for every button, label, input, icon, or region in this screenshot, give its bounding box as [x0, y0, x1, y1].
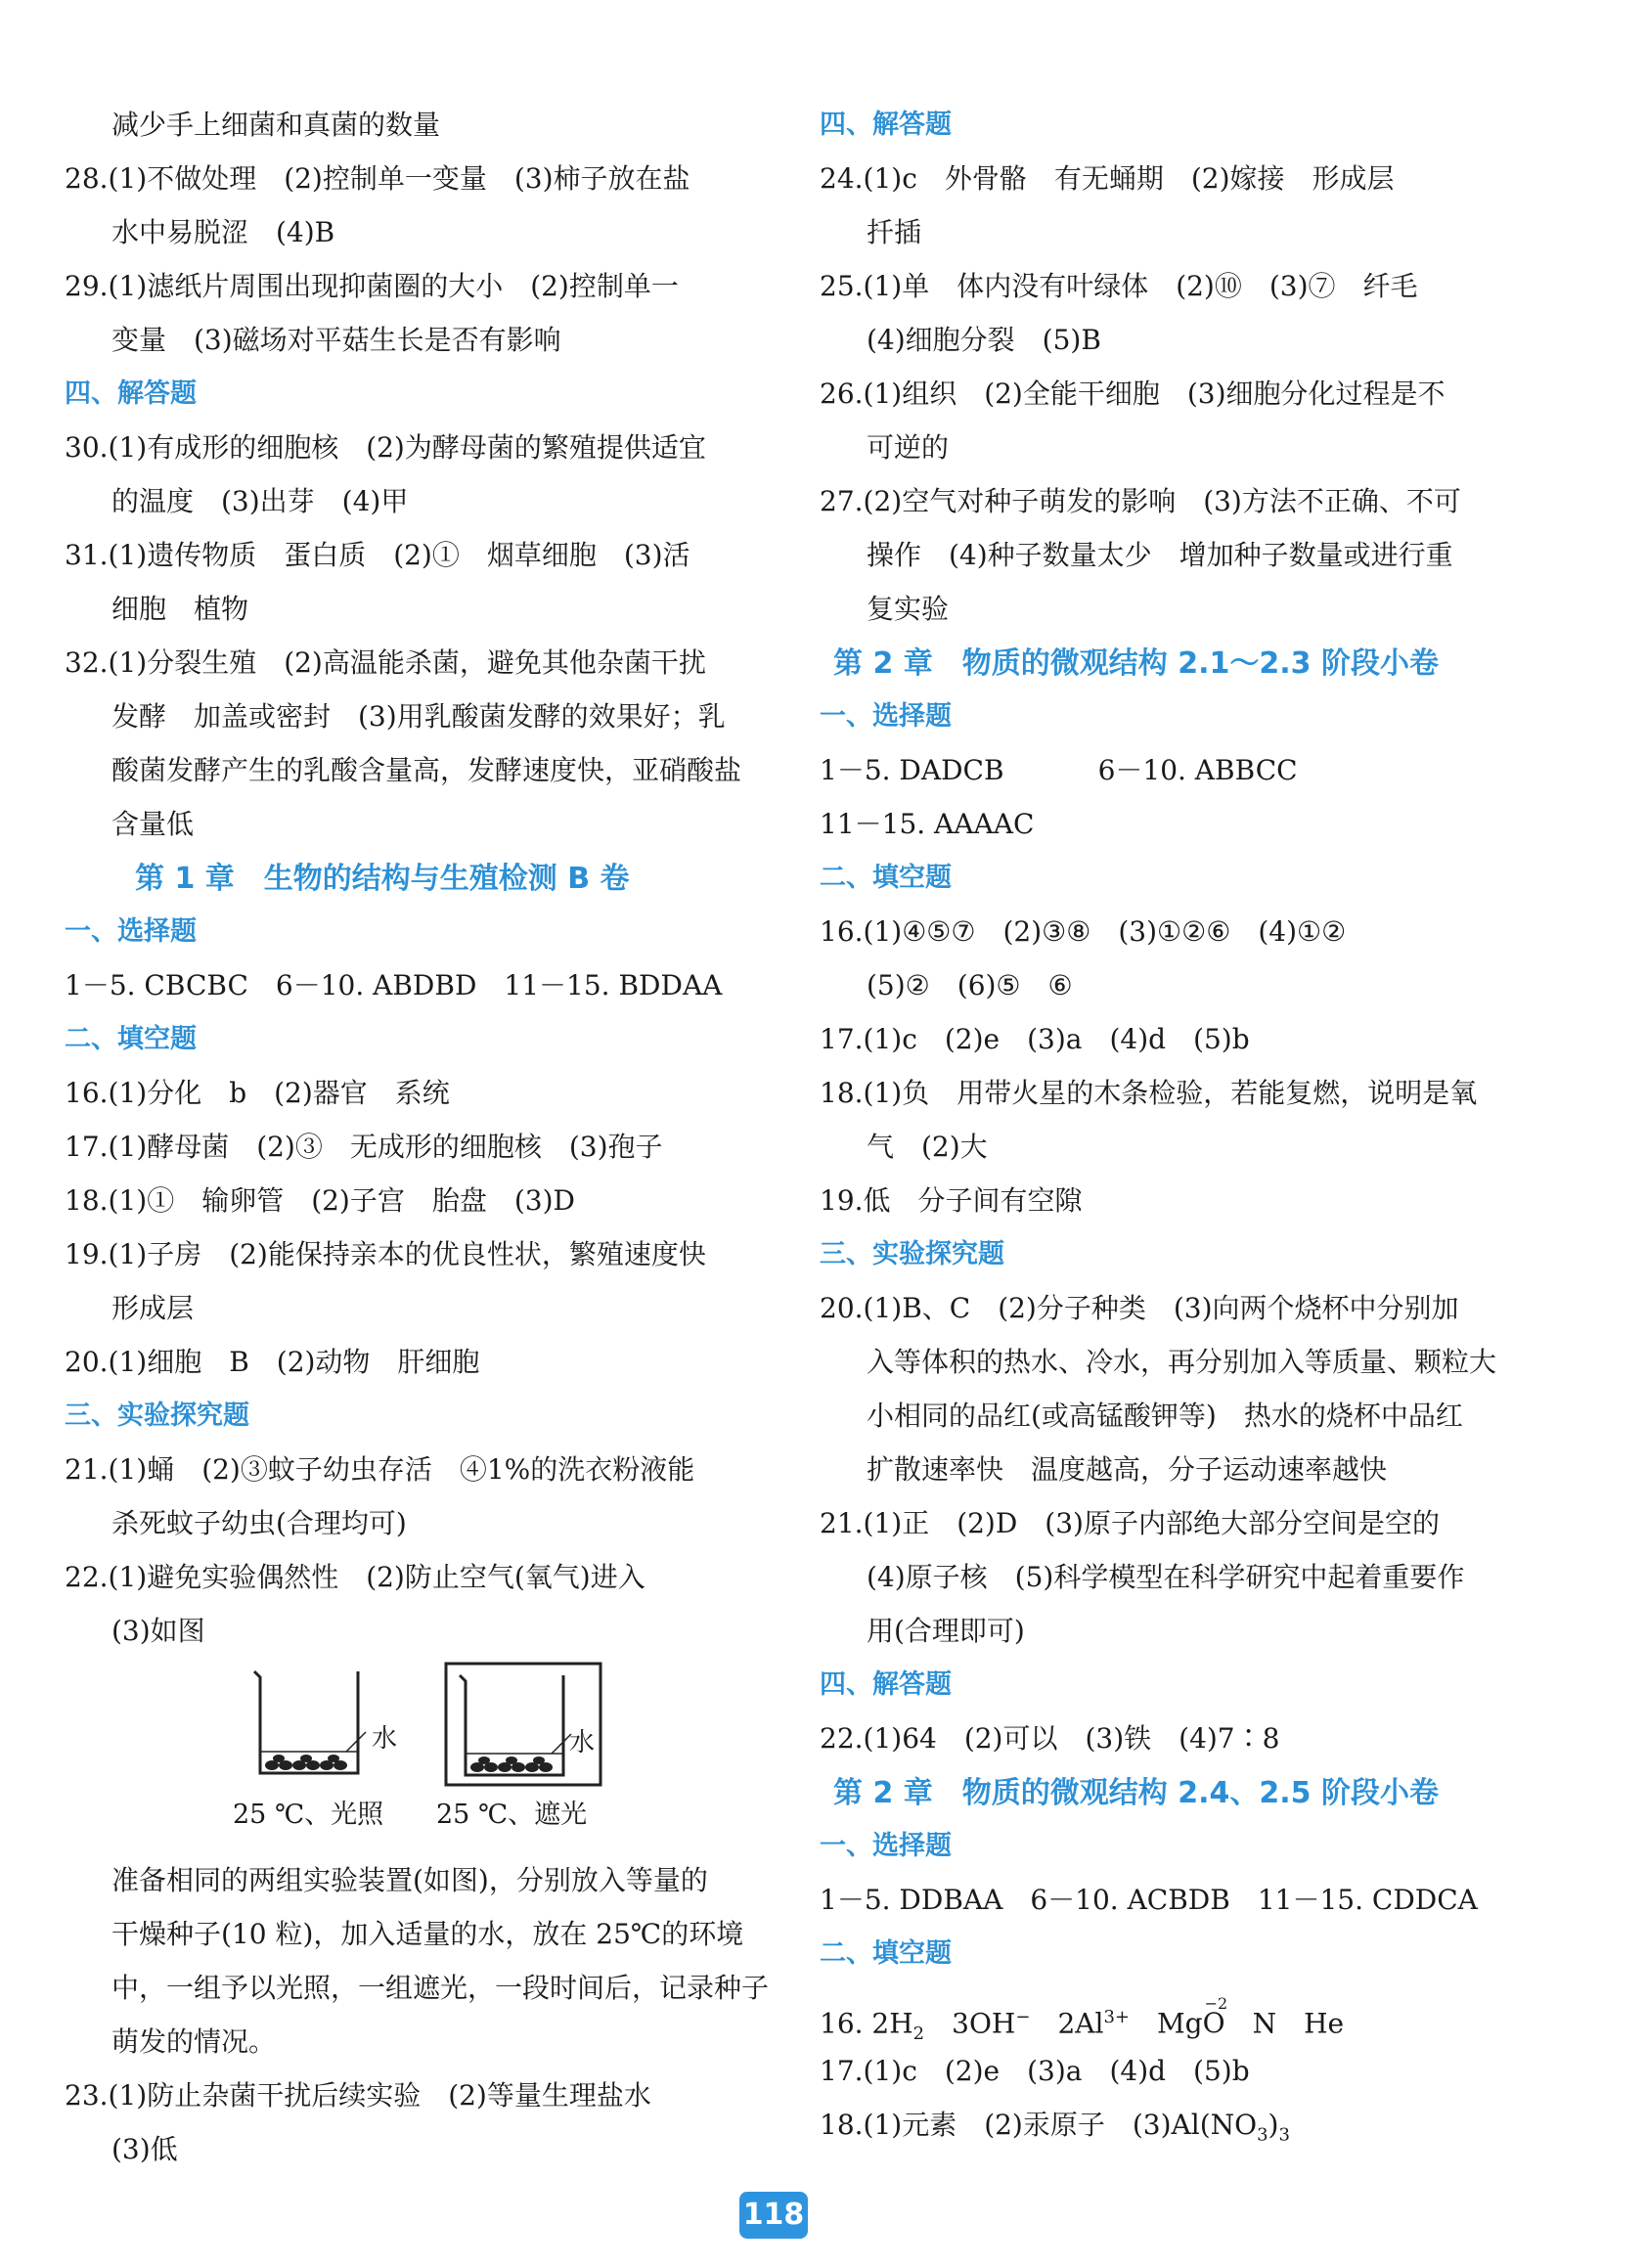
- text-line: 的温度 (3)出芽 (4)甲: [111, 485, 409, 517]
- text-line: 形成层: [111, 1292, 195, 1324]
- text-line: 气 (2)大: [867, 1131, 988, 1163]
- text-line: 复实验: [867, 593, 950, 625]
- section-heading: 一、选择题: [65, 916, 197, 947]
- answer-23: 23.(1)防止杂菌干扰后续实验 (2)等量生理盐水: [65, 2079, 651, 2112]
- text-line: 杀死蚊子幼虫(合理均可): [111, 1507, 407, 1539]
- answer-choice: 1－5. DDBAA 6－10. ACBDB 11－15. CDDCA: [820, 1884, 1478, 1916]
- answer-24: 24.(1)c 外骨骼 有无蛹期 (2)嫁接 形成层: [820, 162, 1395, 195]
- answer-22: 22.(1)64 (2)可以 (3)铁 (4)7∶8: [820, 1722, 1280, 1755]
- text-line: 用(合理即可): [867, 1615, 1025, 1647]
- text-line: 扩散速率快 温度越高，分子运动速率越快: [867, 1453, 1388, 1486]
- figure-caption: 25 ℃、遮光: [436, 1800, 588, 1830]
- answer-27: 27.(2)空气对种子萌发的影响 (3)方法不正确、不可: [820, 485, 1461, 517]
- text-line: (5)② (6)⑤ ⑥: [867, 969, 1073, 1001]
- section-heading: 一、选择题: [820, 1831, 952, 1861]
- chapter-title: 第 2 章 物质的微观结构 2.1～2.3 阶段小卷: [833, 646, 1439, 681]
- text-line: (4)原子核 (5)科学模型在科学研究中起着重要作: [867, 1561, 1465, 1593]
- formula-subscript: 3: [1257, 2124, 1268, 2146]
- text-line: (3)低: [111, 2133, 178, 2165]
- answer-32: 32.(1)分裂生殖 (2)高温能杀菌，避免其他杂菌干扰: [65, 646, 706, 679]
- answer-26: 26.(1)组织 (2)全能干细胞 (3)细胞分化过程是不: [820, 378, 1446, 410]
- section-heading: 三、实验探究题: [820, 1239, 1004, 1269]
- text-line: 扦插: [867, 216, 922, 248]
- experiment-figure: [65, 1658, 749, 1853]
- text-line: 入等体积的热水、冷水，再分别加入等质量、颗粒大: [867, 1346, 1497, 1378]
- answer-16-formulas: [820, 1990, 1504, 2044]
- answer-22: 22.(1)避免实验偶然性 (2)防止空气(氧气)进入: [65, 1561, 645, 1593]
- section-heading: 四、解答题: [820, 1669, 952, 1700]
- answer-17: 17.(1)c (2)e (3)a (4)d (5)b: [820, 2055, 1250, 2087]
- answer-choice: [820, 743, 1504, 797]
- choice-group: 6－10. ABBCC: [1097, 754, 1298, 786]
- answer-18: 18.(1)① 输卵管 (2)子宫 胎盘 (3)D: [65, 1184, 575, 1217]
- formula-text: N He: [1252, 2007, 1345, 2040]
- text-line: 减少手上细菌和真菌的数量: [111, 109, 441, 141]
- section-heading: 二、填空题: [820, 1938, 952, 1969]
- formula-text: 18.(1)元素 (2)汞原子 (3)Al(NO: [820, 2109, 1258, 2141]
- answer-30: 30.(1)有成形的细胞核 (2)为酵母菌的繁殖提供适宜: [65, 431, 706, 464]
- text-line: 干燥种子(10 粒)，加入适量的水，放在 25℃的环境: [111, 1918, 744, 1950]
- section-heading: 一、选择题: [820, 701, 952, 732]
- choice-group: 1－5. DADCB: [820, 754, 1004, 786]
- answer-16: 16.(1)④⑤⑦ (2)③⑧ (3)①②⑥ (4)①②: [820, 915, 1347, 948]
- answer-20: 20.(1)B、C (2)分子种类 (3)向两个烧杯中分别加: [820, 1292, 1459, 1324]
- answer-16: 16.(1)分化 b (2)器官 系统: [65, 1077, 450, 1109]
- text-line: 操作 (4)种子数量太少 增加种子数量或进行重: [867, 539, 1453, 571]
- text-line: (4)细胞分裂 (5)B: [867, 324, 1101, 356]
- water-label: 水: [372, 1724, 398, 1754]
- answer-28: 28.(1)不做处理 (2)控制单一变量 (3)柿子放在盐: [65, 162, 690, 195]
- formula-subscript: 2: [912, 2023, 925, 2044]
- page-number: 118: [739, 2192, 808, 2239]
- text-line: 水中易脱涩 (4)B: [111, 216, 335, 248]
- chapter-title: 第 1 章 生物的结构与生殖检测 B 卷: [135, 862, 630, 896]
- answer-17: 17.(1)c (2)e (3)a (4)d (5)b: [820, 1023, 1250, 1055]
- section-heading: 二、填空题: [820, 863, 952, 893]
- text-line: (3)如图: [111, 1615, 205, 1647]
- formula-text: O: [1202, 2007, 1225, 2040]
- text-line: 萌发的情况。: [111, 2025, 277, 2058]
- answer-choice: 1－5. CBCBC 6－10. ABDBD 11－15. BDDAA: [65, 969, 723, 1001]
- answer-31: 31.(1)遗传物质 蛋白质 (2)① 烟草细胞 (3)活: [65, 539, 690, 571]
- answer-19: 19.低 分子间有空隙: [820, 1184, 1083, 1217]
- right-column: [820, 98, 1504, 2152]
- formula-superscript: 3+: [1103, 2007, 1130, 2027]
- left-column: [65, 98, 770, 2176]
- formula-text: Mg: [1157, 2007, 1203, 2040]
- formula-text: 3OH: [952, 2007, 1016, 2040]
- answer-29: 29.(1)滤纸片周围出现抑菌圈的大小 (2)控制单一: [65, 270, 679, 302]
- answer-20: 20.(1)细胞 B (2)动物 肝细胞: [65, 1346, 480, 1378]
- answer-25: 25.(1)单 体内没有叶绿体 (2)⑩ (3)⑦ 纤毛: [820, 270, 1418, 302]
- text-line: 变量 (3)磁场对平菇生长是否有影响: [111, 324, 561, 356]
- water-label: 水: [569, 1728, 596, 1757]
- formula-text: 16. 2H: [820, 2007, 913, 2040]
- formula-superscript: −: [1015, 2007, 1031, 2027]
- beaker-light: [250, 1668, 368, 1780]
- answer-18: [820, 2098, 1504, 2152]
- formula-text: ): [1268, 2109, 1279, 2141]
- text-line: 细胞 植物: [111, 593, 249, 625]
- formula-text: 2Al: [1057, 2007, 1104, 2040]
- section-heading: 四、解答题: [820, 110, 952, 140]
- answer-18: 18.(1)负 用带火星的木条检验，若能复燃，说明是氧: [820, 1077, 1478, 1109]
- text-line: 小相同的品红(或高锰酸钾等) 热水的烧杯中品红: [867, 1400, 1463, 1432]
- text-line: 可逆的: [867, 431, 950, 464]
- chapter-title: 第 2 章 物质的微观结构 2.4、2.5 阶段小卷: [833, 1776, 1439, 1810]
- text-line: 准备相同的两组实验装置(如图)，分别放入等量的: [111, 1864, 708, 1896]
- section-heading: 四、解答题: [65, 378, 197, 409]
- answer-19: 19.(1)子房 (2)能保持亲本的优良性状，繁殖速度快: [65, 1238, 706, 1270]
- text-line: 中，一组予以光照，一组遮光，一段时间后，记录种子: [111, 1972, 770, 2004]
- valence-mark: −2: [1204, 1994, 1228, 2014]
- answer-choice: 11－15. AAAAC: [820, 808, 1035, 840]
- answer-21: 21.(1)正 (2)D (3)原子内部绝大部分空间是空的: [820, 1507, 1440, 1539]
- figure-caption: 25 ℃、光照: [233, 1800, 384, 1830]
- formula-subscript: 3: [1278, 2124, 1290, 2146]
- answer-17: 17.(1)酵母菌 (2)③ 无成形的细胞核 (3)孢子: [65, 1131, 663, 1163]
- section-heading: 二、填空题: [65, 1024, 197, 1054]
- text-line: 含量低: [111, 808, 195, 840]
- section-heading: 三、实验探究题: [65, 1401, 249, 1431]
- text-line: 发酵 加盖或密封 (3)用乳酸菌发酵的效果好；乳: [111, 700, 726, 733]
- text-line: 酸菌发酵产生的乳酸含量高，发酵速度快，亚硝酸盐: [111, 754, 742, 786]
- answer-21: 21.(1)蛹 (2)③蚊子幼虫存活 ④1%的洗衣粉液能: [65, 1453, 695, 1486]
